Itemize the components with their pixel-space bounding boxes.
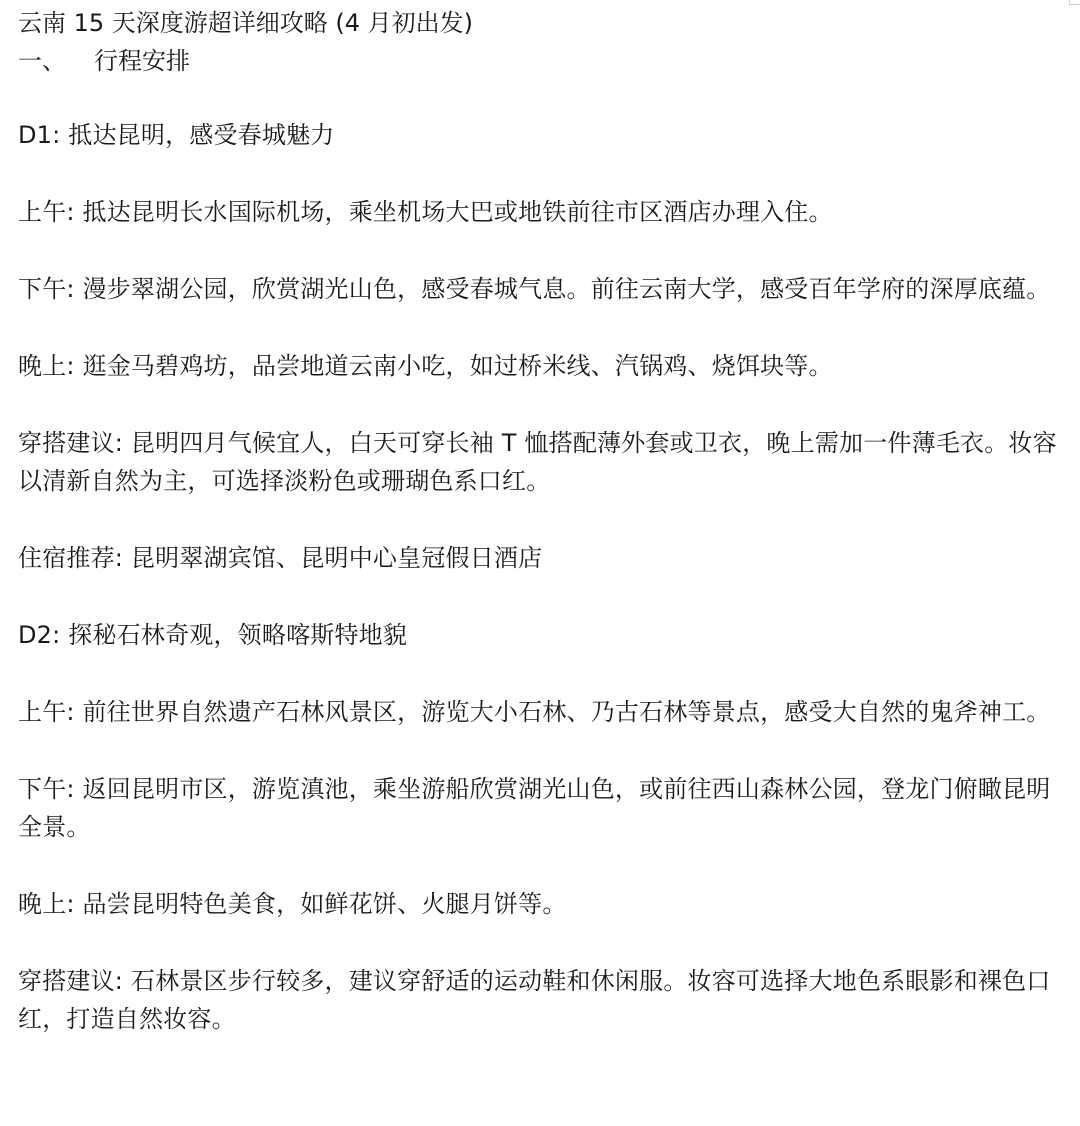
paragraph-afternoon-d2: 下午: 返回昆明市区，游览滇池，乘坐游船欣赏湖光山色，或前往西山森林公园，登龙门俯瞰昆明全景。 xyxy=(18,775,1051,841)
spacer xyxy=(18,923,1058,962)
document-body xyxy=(18,6,1058,1038)
spacer xyxy=(18,500,1058,539)
spacer xyxy=(18,654,1058,693)
day-heading-d2: D2: 探秘石林奇观，领略喀斯特地貌 xyxy=(18,621,408,649)
section-heading xyxy=(18,44,1058,78)
spacer xyxy=(18,308,1058,347)
spacer xyxy=(18,231,1058,270)
document-title: 云南 15 天深度游超详细攻略 (4 月初出发) xyxy=(18,9,474,37)
paragraph-lodging-d1: 住宿推荐: 昆明翠湖宾馆、昆明中心皇冠假日酒店 xyxy=(18,544,543,572)
paragraph-morning-d2: 上午: 前往世界自然遗产石林风景区，游览大小石林、乃古石林等景点，感受大自然的鬼斧神工。 xyxy=(18,698,1051,726)
spacer xyxy=(18,78,1058,116)
paragraph-outfit-d2: 穿搭建议: 石林景区步行较多，建议穿舒适的运动鞋和休闲服。妆容可选择大地色系眼影和裸色口红，打造自然妆容。 xyxy=(18,967,1051,1033)
paragraph-evening-d1: 晚上: 逛金马碧鸡坊，品尝地道云南小吃，如过桥米线、汽锅鸡、烧饵块等。 xyxy=(18,352,833,380)
paragraph-evening-d2: 晚上: 品尝昆明特色美食，如鲜花饼、火腿月饼等。 xyxy=(18,890,567,918)
spacer xyxy=(18,577,1058,616)
paragraph-outfit-d1: 穿搭建议: 昆明四月气候宜人，白天可穿长袖 T 恤搭配薄外套或卫衣，晚上需加一件薄毛衣。妆容以清新自然为主，可选择淡粉色或珊瑚色系口红。 xyxy=(18,429,1057,495)
paragraph-morning-d1: 上午: 抵达昆明长水国际机场，乘坐机场大巴或地铁前往市区酒店办理入住。 xyxy=(18,198,833,226)
day-heading-d1: D1: 抵达昆明，感受春城魅力 xyxy=(18,121,335,149)
section-label: 行程安排 xyxy=(94,47,190,75)
spacer xyxy=(18,154,1058,193)
paragraph-afternoon-d1: 下午: 漫步翠湖公园，欣赏湖光山色，感受春城气息。前往云南大学，感受百年学府的深厚底蕴。 xyxy=(18,275,1051,303)
spacer xyxy=(18,385,1058,424)
spacer xyxy=(18,731,1058,770)
section-number: 一、 xyxy=(18,47,66,75)
spacer xyxy=(18,846,1058,885)
page-corner-mark xyxy=(1069,0,1080,5)
